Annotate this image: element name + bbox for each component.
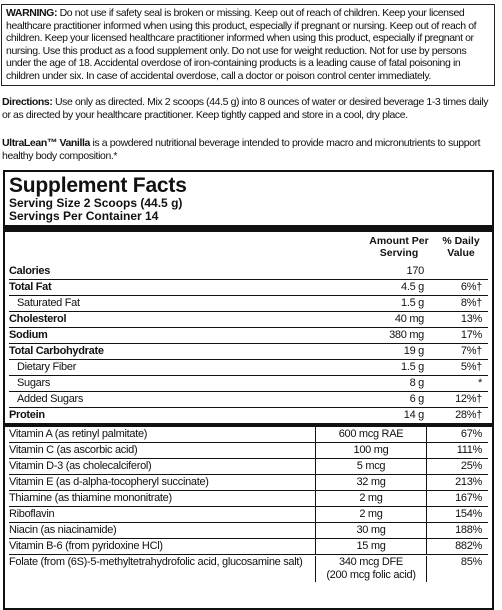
nutrient-dv: * bbox=[478, 377, 482, 389]
nutrient-row bbox=[9, 327, 488, 343]
nutrient-row bbox=[9, 264, 488, 279]
nutrient-name: Sodium bbox=[9, 329, 48, 341]
vitamin-row bbox=[9, 490, 488, 506]
vitamin-name: Riboflavin bbox=[9, 508, 55, 520]
vitamin-amount-value: 600 mcg RAE bbox=[338, 428, 404, 440]
nutrient-row bbox=[9, 295, 488, 311]
vitamin-name: Folate (from (6S)-5-methyltetrahydrofolic acid, glucosamine salt) bbox=[9, 556, 303, 568]
serving-size: Serving Size 2 Scoops (44.5 g) bbox=[9, 196, 183, 210]
nutrient-dv: 13% bbox=[460, 313, 482, 325]
vitamin-amount bbox=[315, 427, 427, 442]
nutrient-dv: 28%† bbox=[455, 409, 482, 421]
nutrient-dv: 17% bbox=[460, 329, 482, 341]
supplement-facts-panel bbox=[3, 170, 494, 610]
nutrient-dv bbox=[432, 264, 488, 279]
vitamin-amount-value: 100 mg bbox=[353, 444, 389, 456]
vitamin-name: Vitamin B-6 (from pyridoxine HCl) bbox=[9, 540, 163, 552]
nutrient-name: Added Sugars bbox=[17, 393, 84, 405]
vitamin-dv: 213% bbox=[455, 476, 482, 488]
nutrient-amount: 170 bbox=[406, 265, 424, 277]
nutrient-row bbox=[9, 343, 488, 359]
header-daily-value: % Daily Value bbox=[442, 235, 480, 259]
vitamin-dv: 167% bbox=[455, 492, 482, 504]
nutrient-dv: 12%† bbox=[455, 393, 482, 405]
nutrient-dv: 8%† bbox=[460, 297, 482, 309]
nutrient-name: Dietary Fiber bbox=[17, 361, 77, 373]
vitamin-amount bbox=[315, 459, 427, 474]
nutrient-row bbox=[9, 311, 488, 327]
vitamin-name: Niacin (as niacinamide) bbox=[9, 524, 117, 536]
vitamin-amount-value: 2 mg bbox=[359, 492, 383, 504]
directions-label: Directions: bbox=[2, 96, 53, 108]
vitamin-amount bbox=[315, 539, 427, 554]
nutrient-name: Protein bbox=[9, 409, 45, 421]
nutrient-row bbox=[9, 359, 488, 375]
vitamin-amount-value: 2 mg bbox=[359, 508, 383, 520]
vitamin-amount bbox=[315, 475, 427, 490]
vitamin-amount bbox=[315, 523, 427, 538]
vitamin-name: Vitamin D-3 (as cholecalciferol) bbox=[9, 460, 152, 472]
header-amount-per-serving: Amount Per Serving bbox=[369, 235, 429, 259]
vitamin-dv: 67% bbox=[460, 428, 482, 440]
facts-column-header bbox=[9, 232, 488, 264]
nutrient-row bbox=[9, 279, 488, 295]
nutrient-dv: 5%† bbox=[460, 361, 482, 373]
vitamin-amount-value: 32 mg bbox=[356, 476, 386, 488]
nutrient-amount: 1.5 g bbox=[401, 297, 424, 309]
vitamin-name: Vitamin A (as retinyl palmitate) bbox=[9, 428, 148, 440]
nutrient-row bbox=[9, 375, 488, 391]
vitamin-name: Thiamine (as thiamine mononitrate) bbox=[9, 492, 172, 504]
vitamin-dv: 85% bbox=[460, 556, 482, 568]
vitamin-amount-value: 340 mcg DFE bbox=[339, 556, 403, 568]
product-description bbox=[2, 137, 496, 162]
vitamin-amount bbox=[315, 556, 427, 582]
vitamin-amount bbox=[315, 443, 427, 458]
description-text: is a powdered nutritional beverage intended to provide macro and micronutrients to support healthy body composition.* bbox=[2, 137, 481, 162]
vitamin-row bbox=[9, 554, 488, 582]
vitamin-row bbox=[9, 458, 488, 474]
vitamin-row bbox=[9, 522, 488, 538]
vitamin-rows bbox=[9, 427, 488, 582]
nutrient-amount: 4.5 g bbox=[401, 281, 424, 293]
nutrient-amount: 8 g bbox=[409, 377, 424, 389]
warning-box bbox=[1, 4, 495, 86]
nutrient-name: Saturated Fat bbox=[17, 297, 80, 309]
nutrient-amount: 6 g bbox=[409, 393, 424, 405]
nutrient-amount: 1.5 g bbox=[401, 361, 424, 373]
facts-title: Supplement Facts bbox=[9, 174, 187, 197]
nutrient-amount: 19 g bbox=[403, 345, 424, 357]
vitamin-amount-value: 30 mg bbox=[356, 524, 386, 536]
nutrient-dv: 6%† bbox=[460, 281, 482, 293]
nutrient-row bbox=[9, 407, 488, 423]
nutrient-dv: 7%† bbox=[460, 345, 482, 357]
warning-label: WARNING: bbox=[6, 7, 58, 19]
nutrient-name: Total Carbohydrate bbox=[9, 345, 104, 357]
vitamin-row bbox=[9, 442, 488, 458]
vitamin-row bbox=[9, 427, 488, 442]
nutrient-name: Calories bbox=[9, 265, 51, 277]
vitamin-amount bbox=[315, 491, 427, 506]
servings-per-container: Servings Per Container 14 bbox=[9, 209, 159, 223]
vitamin-dv: 25% bbox=[460, 460, 482, 472]
nutrient-name: Total Fat bbox=[9, 281, 52, 293]
vitamin-amount-note: (200 mcg folic acid) bbox=[326, 569, 416, 581]
nutrient-amount: 40 mg bbox=[394, 313, 424, 325]
vitamin-amount bbox=[315, 507, 427, 522]
warning-text: Do not use if safety seal is broken or missing. Keep out of reach of children. Keep your licensed healthcare practitioner informed when using this product, especially if pregnant or nursing. Keep out of reach of children. Keep your licensed healthcare practitioner informed when using this product, especially if pregnant or nursing. Use this product as a food supplement only. Do not use for weight reduction. Not for use by persons under the age of 18. Accidental overdose of iron-containing products is a leading cause of fatal poisoning in children under six. In case of accidental overdose, call a doctor or poison control center immediately. bbox=[6, 7, 477, 82]
directions-text-block bbox=[2, 96, 496, 121]
nutrient-amount: 14 g bbox=[403, 409, 424, 421]
nutrient-name: Cholesterol bbox=[9, 313, 67, 325]
nutrient-amount: 380 mg bbox=[389, 329, 424, 341]
directions-text: Use only as directed. Mix 2 scoops (44.5 g) into 8 ounces of water or desired beverage 1-3 times daily or as directed by your healthcare practitioner. Keep tightly capped and store in a cool, dry place. bbox=[2, 96, 489, 121]
vitamin-dv: 188% bbox=[455, 524, 482, 536]
nutrient-name: Sugars bbox=[17, 377, 51, 389]
divider-thick bbox=[5, 225, 492, 232]
vitamin-name: Vitamin E (as d-alpha-tocopheryl succinate) bbox=[9, 476, 209, 488]
vitamin-name: Vitamin C (as ascorbic acid) bbox=[9, 444, 138, 456]
vitamin-row bbox=[9, 538, 488, 554]
vitamin-dv: 882% bbox=[455, 540, 482, 552]
vitamin-dv: 154% bbox=[455, 508, 482, 520]
product-name: UltraLean™ Vanilla bbox=[2, 137, 90, 149]
vitamin-row bbox=[9, 506, 488, 522]
vitamin-row bbox=[9, 474, 488, 490]
vitamin-amount-value: 15 mg bbox=[356, 540, 386, 552]
nutrient-row bbox=[9, 391, 488, 407]
vitamin-amount-value: 5 mcg bbox=[356, 460, 386, 472]
vitamin-dv: 111% bbox=[456, 444, 482, 456]
nutrient-rows bbox=[9, 264, 488, 423]
